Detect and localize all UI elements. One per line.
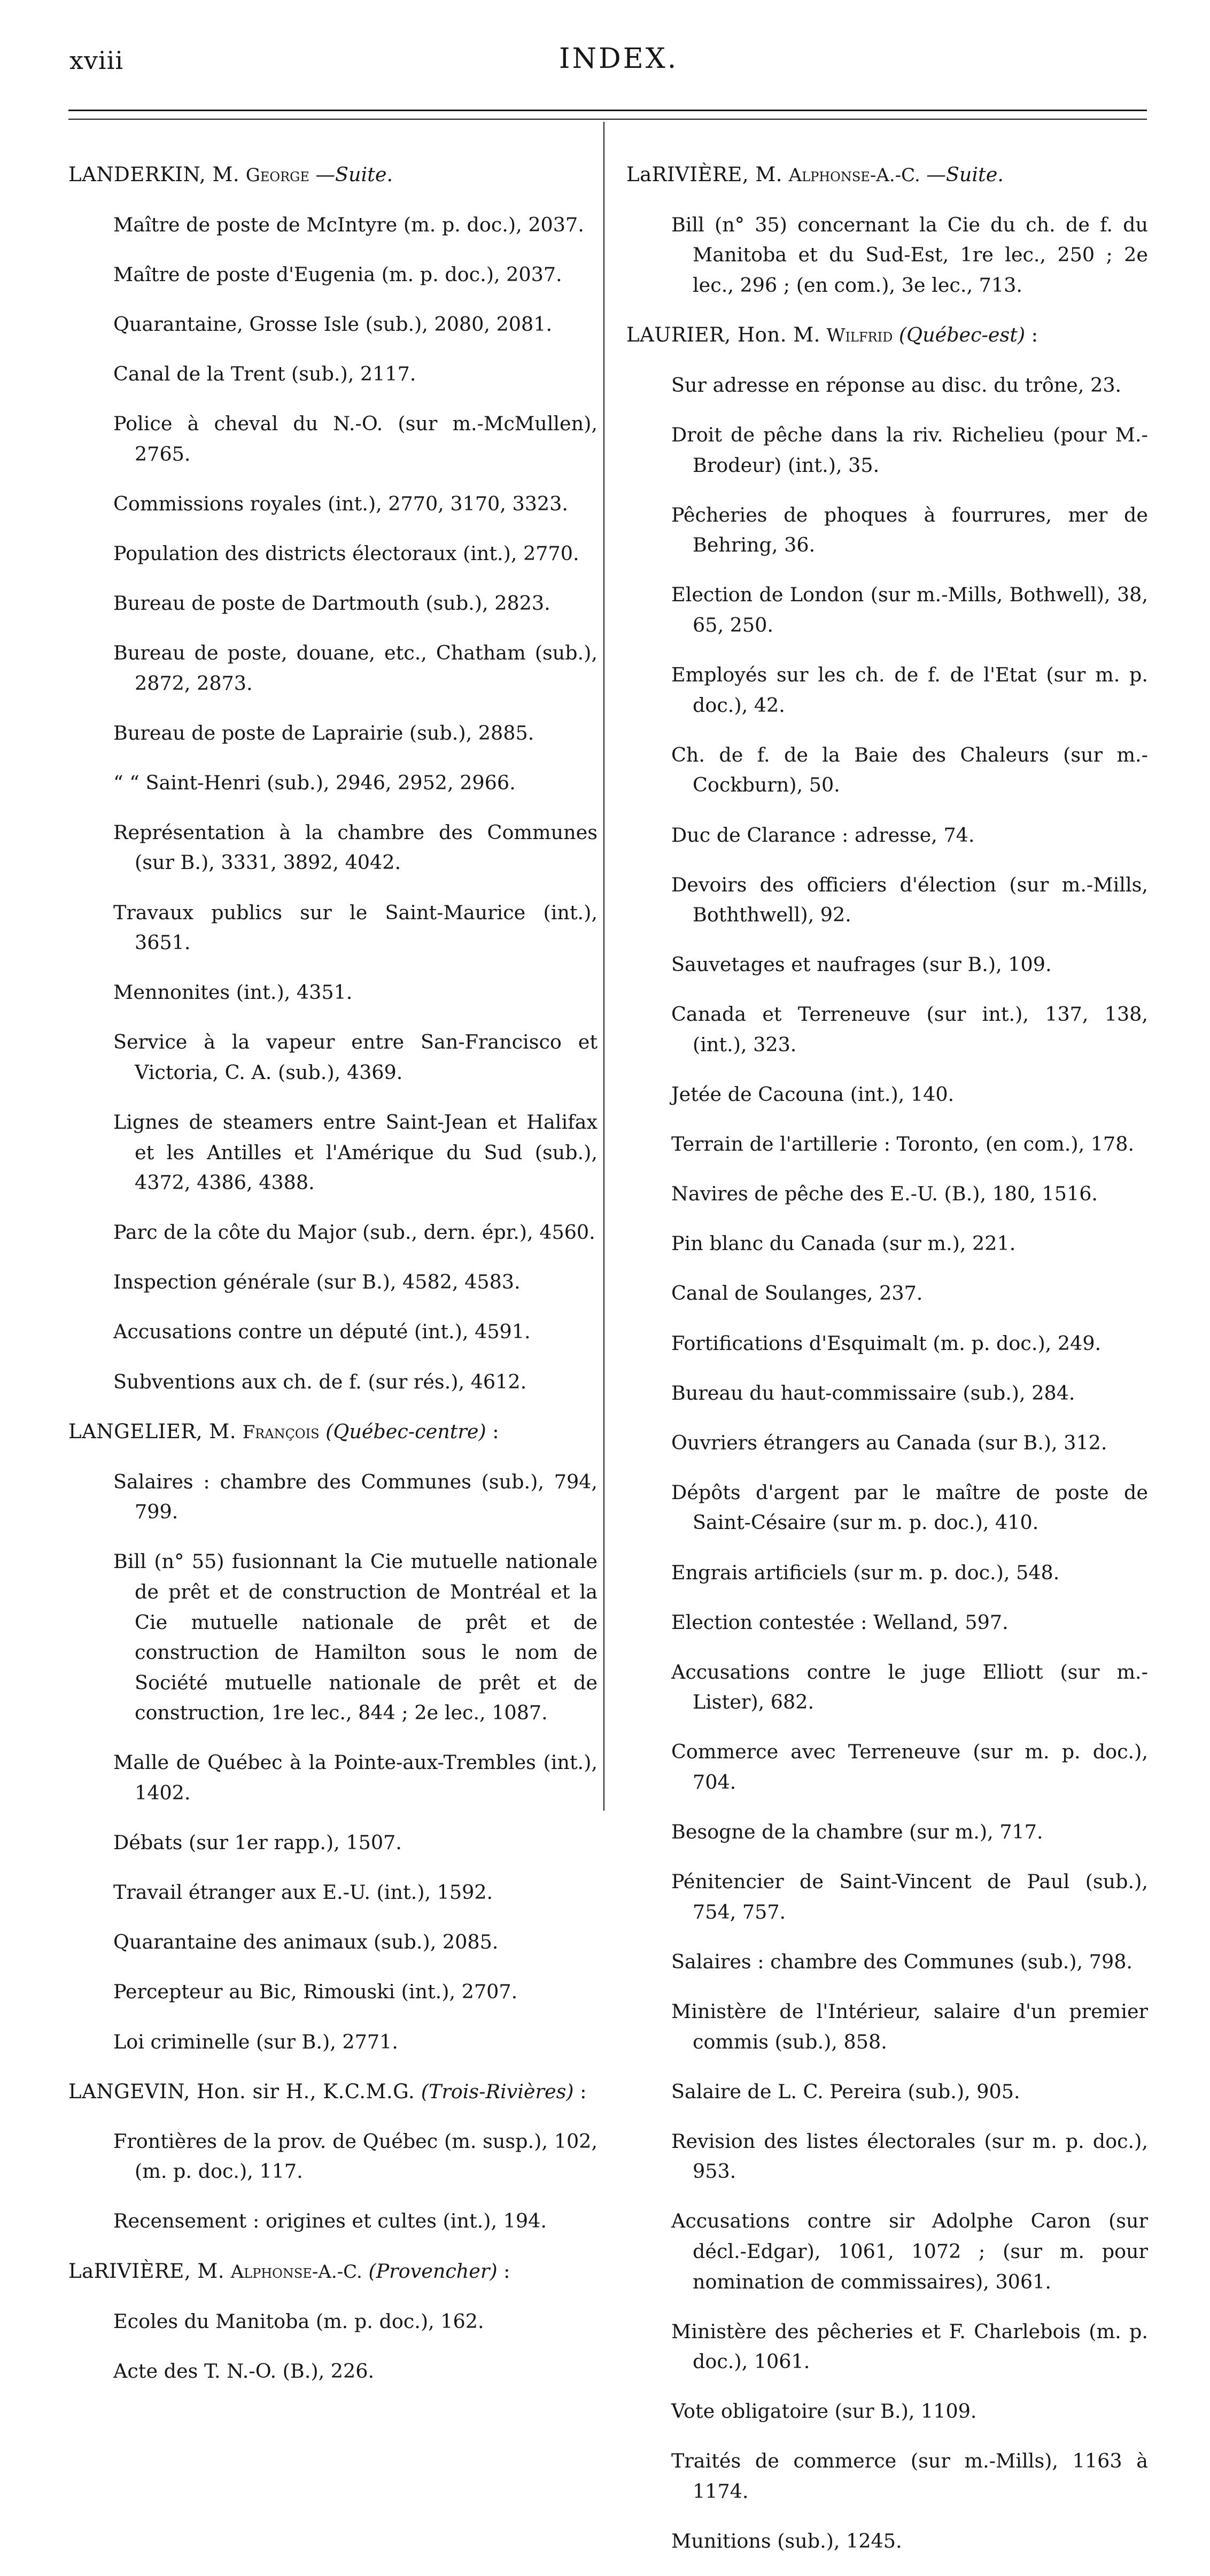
list-item: Accusations contre un député (int.), 4591.: [113, 1320, 531, 1344]
list-item: Traités de commerce (sur m.-Mills), 1163 à 1174.: [671, 2449, 1148, 2503]
header-rule-thin: [68, 119, 1147, 120]
list-item: Pénitencier de Saint-Vincent de Paul (sub.), 754, 757.: [671, 1870, 1148, 1923]
list-item: Bureau de poste de Laprairie (sub.), 2885.: [113, 721, 534, 744]
list-item: Quarantaine, Grosse Isle (sub.), 2080, 2081.: [113, 312, 553, 336]
entry-items: [68, 210, 598, 1398]
list-item: Duc de Clarance : adresse, 74.: [671, 823, 975, 847]
list-item: Police à cheval du N.-O. (sur m.-McMullen), 2765.: [113, 412, 598, 465]
entry-items: [68, 1467, 598, 2057]
list-item: Employés sur les ch. de f. de l'Etat (sur m. p. doc.), 42.: [671, 663, 1148, 717]
list-item: Revision des listes électorales (sur m. p. doc.), 953.: [671, 2129, 1148, 2183]
list-item: Election contestée : Welland, 597.: [671, 1610, 1009, 1634]
list-item: Salaires : chambre des Communes (sub.), 798.: [671, 1950, 1133, 1973]
list-item: Maître de poste de McIntyre (m. p. doc.), 2037.: [113, 213, 584, 236]
entry-suffix: :: [573, 2080, 587, 2103]
list-item: Canada et Terreneuve (sur int.), 137, 138, (int.), 323.: [671, 1003, 1148, 1056]
entry-title: Alphonse-A.-C.: [788, 164, 920, 186]
list-item: Jetée de Cacouna (int.), 140.: [671, 1083, 955, 1106]
list-item: Subventions aux ch. de f. (sur rés.), 4612.: [113, 1370, 527, 1393]
entry-heading: [68, 160, 598, 191]
entry-name: LANDERKIN, M.: [68, 162, 240, 186]
list-item: Commissions royales (int.), 2770, 3170, 3323.: [113, 492, 568, 515]
list-item: Quarantaine des animaux (sub.), 2085.: [113, 1930, 499, 1954]
entry-heading: [68, 2077, 598, 2107]
list-item: Ministère de l'Intérieur, salaire d'un premier commis (sub.), 858.: [671, 1999, 1148, 2053]
entry-riding: (Québec-centre): [325, 1419, 486, 1443]
entry-riding: (Provencher): [368, 2259, 498, 2283]
list-item: Population des districts électoraux (int.), 2770.: [113, 541, 579, 565]
list-item: Lignes de steamers entre Saint-Jean et Halifax et les Antilles et l'Amérique du Sud (sub.), 4372, 4386, 4388.: [113, 1110, 598, 1194]
page-number: xviii: [69, 46, 124, 75]
entry-name: LANGELIER, M.: [68, 1419, 236, 1443]
list-item: Parc de la côte du Major (sub., dern. épr.), 4560.: [113, 1221, 595, 1244]
entry-title: Alphonse-A.-C.: [230, 2261, 362, 2283]
list-item: Accusations contre le juge Elliott (sur m.-Lister), 682.: [671, 1660, 1148, 1714]
index-entry: [68, 2256, 598, 2387]
left-column: [68, 140, 598, 2406]
entry-riding: (Trois-Rivières): [421, 2080, 574, 2103]
list-item: Bureau du haut-commissaire (sub.), 284.: [671, 1381, 1075, 1405]
right-column: [626, 140, 1148, 2576]
list-item: Bureau de poste de Dartmouth (sub.), 2823.: [113, 591, 550, 615]
entry-suffix: :: [497, 2259, 510, 2283]
list-item: Débats (sur 1er rapp.), 1507.: [113, 1831, 402, 1855]
entry-riding: —Suite.: [926, 162, 1004, 186]
entry-name: LaRIVIÈRE, M.: [68, 2259, 224, 2283]
list-item: Travail étranger aux E.-U. (int.), 1592.: [113, 1881, 493, 1904]
list-item: Bill (n° 55) fusionnant la Cie mutuelle nationale de prêt et de construction de Montréal et la Cie mutuelle nationale de prêt et de construction de Hamilton sous le nom de Société mutuelle nationale de prêt et de construction, 1re lec., 844 ; 2e lec., 1087.: [113, 1550, 598, 1725]
list-item: Frontières de la prov. de Québec (m. susp.), 102, (m. p. doc.), 117.: [113, 2129, 598, 2183]
index-entry: [626, 320, 1148, 2557]
list-item: Pêcheries de phoques à fourrures, mer de Behring, 36.: [671, 503, 1148, 557]
list-item: Pin blanc du Canada (sur m.), 221.: [671, 1232, 1016, 1255]
list-item: Service à la vapeur entre San-Francisco et Victoria, C. A. (sub.), 4369.: [113, 1030, 598, 1084]
list-item: Sur adresse en réponse au disc. du trône, 23.: [671, 373, 1122, 397]
list-item: Dépôts d'argent par le maître de poste de Saint-Césaire (sur m. p. doc.), 410.: [671, 1480, 1148, 1534]
list-item: Commerce avec Terreneuve (sur m. p. doc.), 704.: [671, 1740, 1148, 1794]
list-item: Bureau de poste, douane, etc., Chatham (sub.), 2872, 2873.: [113, 641, 598, 695]
list-item: Devoirs des officiers d'élection (sur m.-Mills, Boththwell), 92.: [671, 873, 1148, 927]
list-item: Sauvetages et naufrages (sur B.), 109.: [671, 953, 1052, 976]
entry-items: [626, 370, 1148, 2557]
column-divider: [603, 122, 604, 1811]
list-item: Canal de la Trent (sub.), 2117.: [113, 362, 416, 385]
entry-title: George: [245, 164, 309, 186]
list-item: “ “ Saint-Henri (sub.), 2946, 2952, 2966.: [113, 771, 516, 794]
entry-name: LaRIVIÈRE, M.: [626, 162, 782, 186]
list-item: Navires de pêche des E.-U. (B.), 180, 1516.: [671, 1182, 1098, 1206]
list-item: Droit de pêche dans la riv. Richelieu (pour M.-Brodeur) (int.), 35.: [671, 423, 1148, 477]
entry-items: [68, 2127, 598, 2237]
list-item: Salaire de L. C. Pereira (sub.), 905.: [671, 2080, 1020, 2103]
list-item: Besogne de la chambre (sur m.), 717.: [671, 1820, 1043, 1844]
list-item: Munitions (sub.), 1245.: [671, 2530, 902, 2553]
list-item: Représentation à la chambre des Communes (sur B.), 3331, 3892, 4042.: [113, 820, 598, 874]
list-item: Recensement : origines et cultes (int.), 194.: [113, 2209, 547, 2233]
index-entry: [68, 2077, 598, 2237]
list-item: Ministère des pêcheries et F. Charlebois (m. p. doc.), 1061.: [671, 2319, 1148, 2373]
index-entry: [626, 160, 1148, 301]
entry-heading: [626, 320, 1148, 351]
entry-suffix: :: [486, 1419, 499, 1443]
entry-riding: (Québec-est): [898, 323, 1026, 346]
list-item: Loi criminelle (sur B.), 2771.: [113, 2030, 398, 2053]
list-item: Ouvriers étrangers au Canada (sur B.), 312.: [671, 1431, 1107, 1454]
list-item: Bill (n° 35) concernant la Cie du ch. de f. du Manitoba et du Sud-Est, 1re lec., 250 ; 2e lec., 296 ; (en com.), 3e lec., 713.: [671, 213, 1148, 297]
entry-items: [626, 210, 1148, 301]
entry-heading: [626, 160, 1148, 191]
list-item: Election de London (sur m.-Mills, Bothwell), 38, 65, 250.: [671, 583, 1148, 637]
list-item: Canal de Soulanges, 237.: [671, 1282, 923, 1305]
entry-heading: [68, 2256, 598, 2287]
list-item: Percepteur au Bic, Rimouski (int.), 2707.: [113, 1980, 518, 2004]
list-item: Acte des T. N.-O. (B.), 226.: [113, 2359, 375, 2383]
list-item: Inspection générale (sur B.), 4582, 4583.: [113, 1270, 521, 1294]
list-item: Ecoles du Manitoba (m. p. doc.), 162.: [113, 2309, 484, 2333]
header-rule: [68, 110, 1147, 111]
list-item: Ch. de f. de la Baie des Chaleurs (sur m.-Cockburn), 50.: [671, 743, 1148, 797]
index-entry: [68, 1417, 598, 2058]
entry-name: LANGEVIN, Hon. sir H., K.C.M.G.: [68, 2080, 415, 2103]
list-item: Fortifications d'Esquimalt (m. p. doc.), 249.: [671, 1331, 1102, 1355]
list-item: Maître de poste d'Eugenia (m. p. doc.), 2037.: [113, 262, 562, 286]
list-item: Travaux publics sur le Saint-Maurice (int.), 3651.: [113, 901, 598, 955]
entry-items: [68, 2307, 598, 2387]
list-item: Salaires : chambre des Communes (sub.), 794, 799.: [113, 1470, 598, 1524]
list-item: Terrain de l'artillerie : Toronto, (en com.), 178.: [671, 1132, 1135, 1156]
entry-riding: —Suite.: [315, 162, 393, 186]
entry-suffix: :: [1025, 323, 1038, 346]
page-title: INDEX.: [559, 43, 679, 75]
entry-name: LAURIER, Hon. M.: [626, 323, 820, 346]
list-item: Engrais artificiels (sur m. p. doc.), 548.: [671, 1561, 1060, 1584]
entry-heading: [68, 1417, 598, 1448]
list-item: Vote obligatoire (sur B.), 1109.: [671, 2400, 977, 2423]
entry-title: Wilfrid: [826, 324, 893, 346]
list-item: Malle de Québec à la Pointe-aux-Trembles (int.), 1402.: [113, 1751, 598, 1805]
list-item: Mennonites (int.), 4351.: [113, 981, 353, 1004]
index-entry: [68, 160, 598, 1398]
list-item: Accusations contre sir Adolphe Caron (sur décl.-Edgar), 1061, 1072 ; (sur m. pour nomination de commissaires), 3061.: [671, 2209, 1148, 2293]
entry-title: François: [242, 1421, 320, 1443]
